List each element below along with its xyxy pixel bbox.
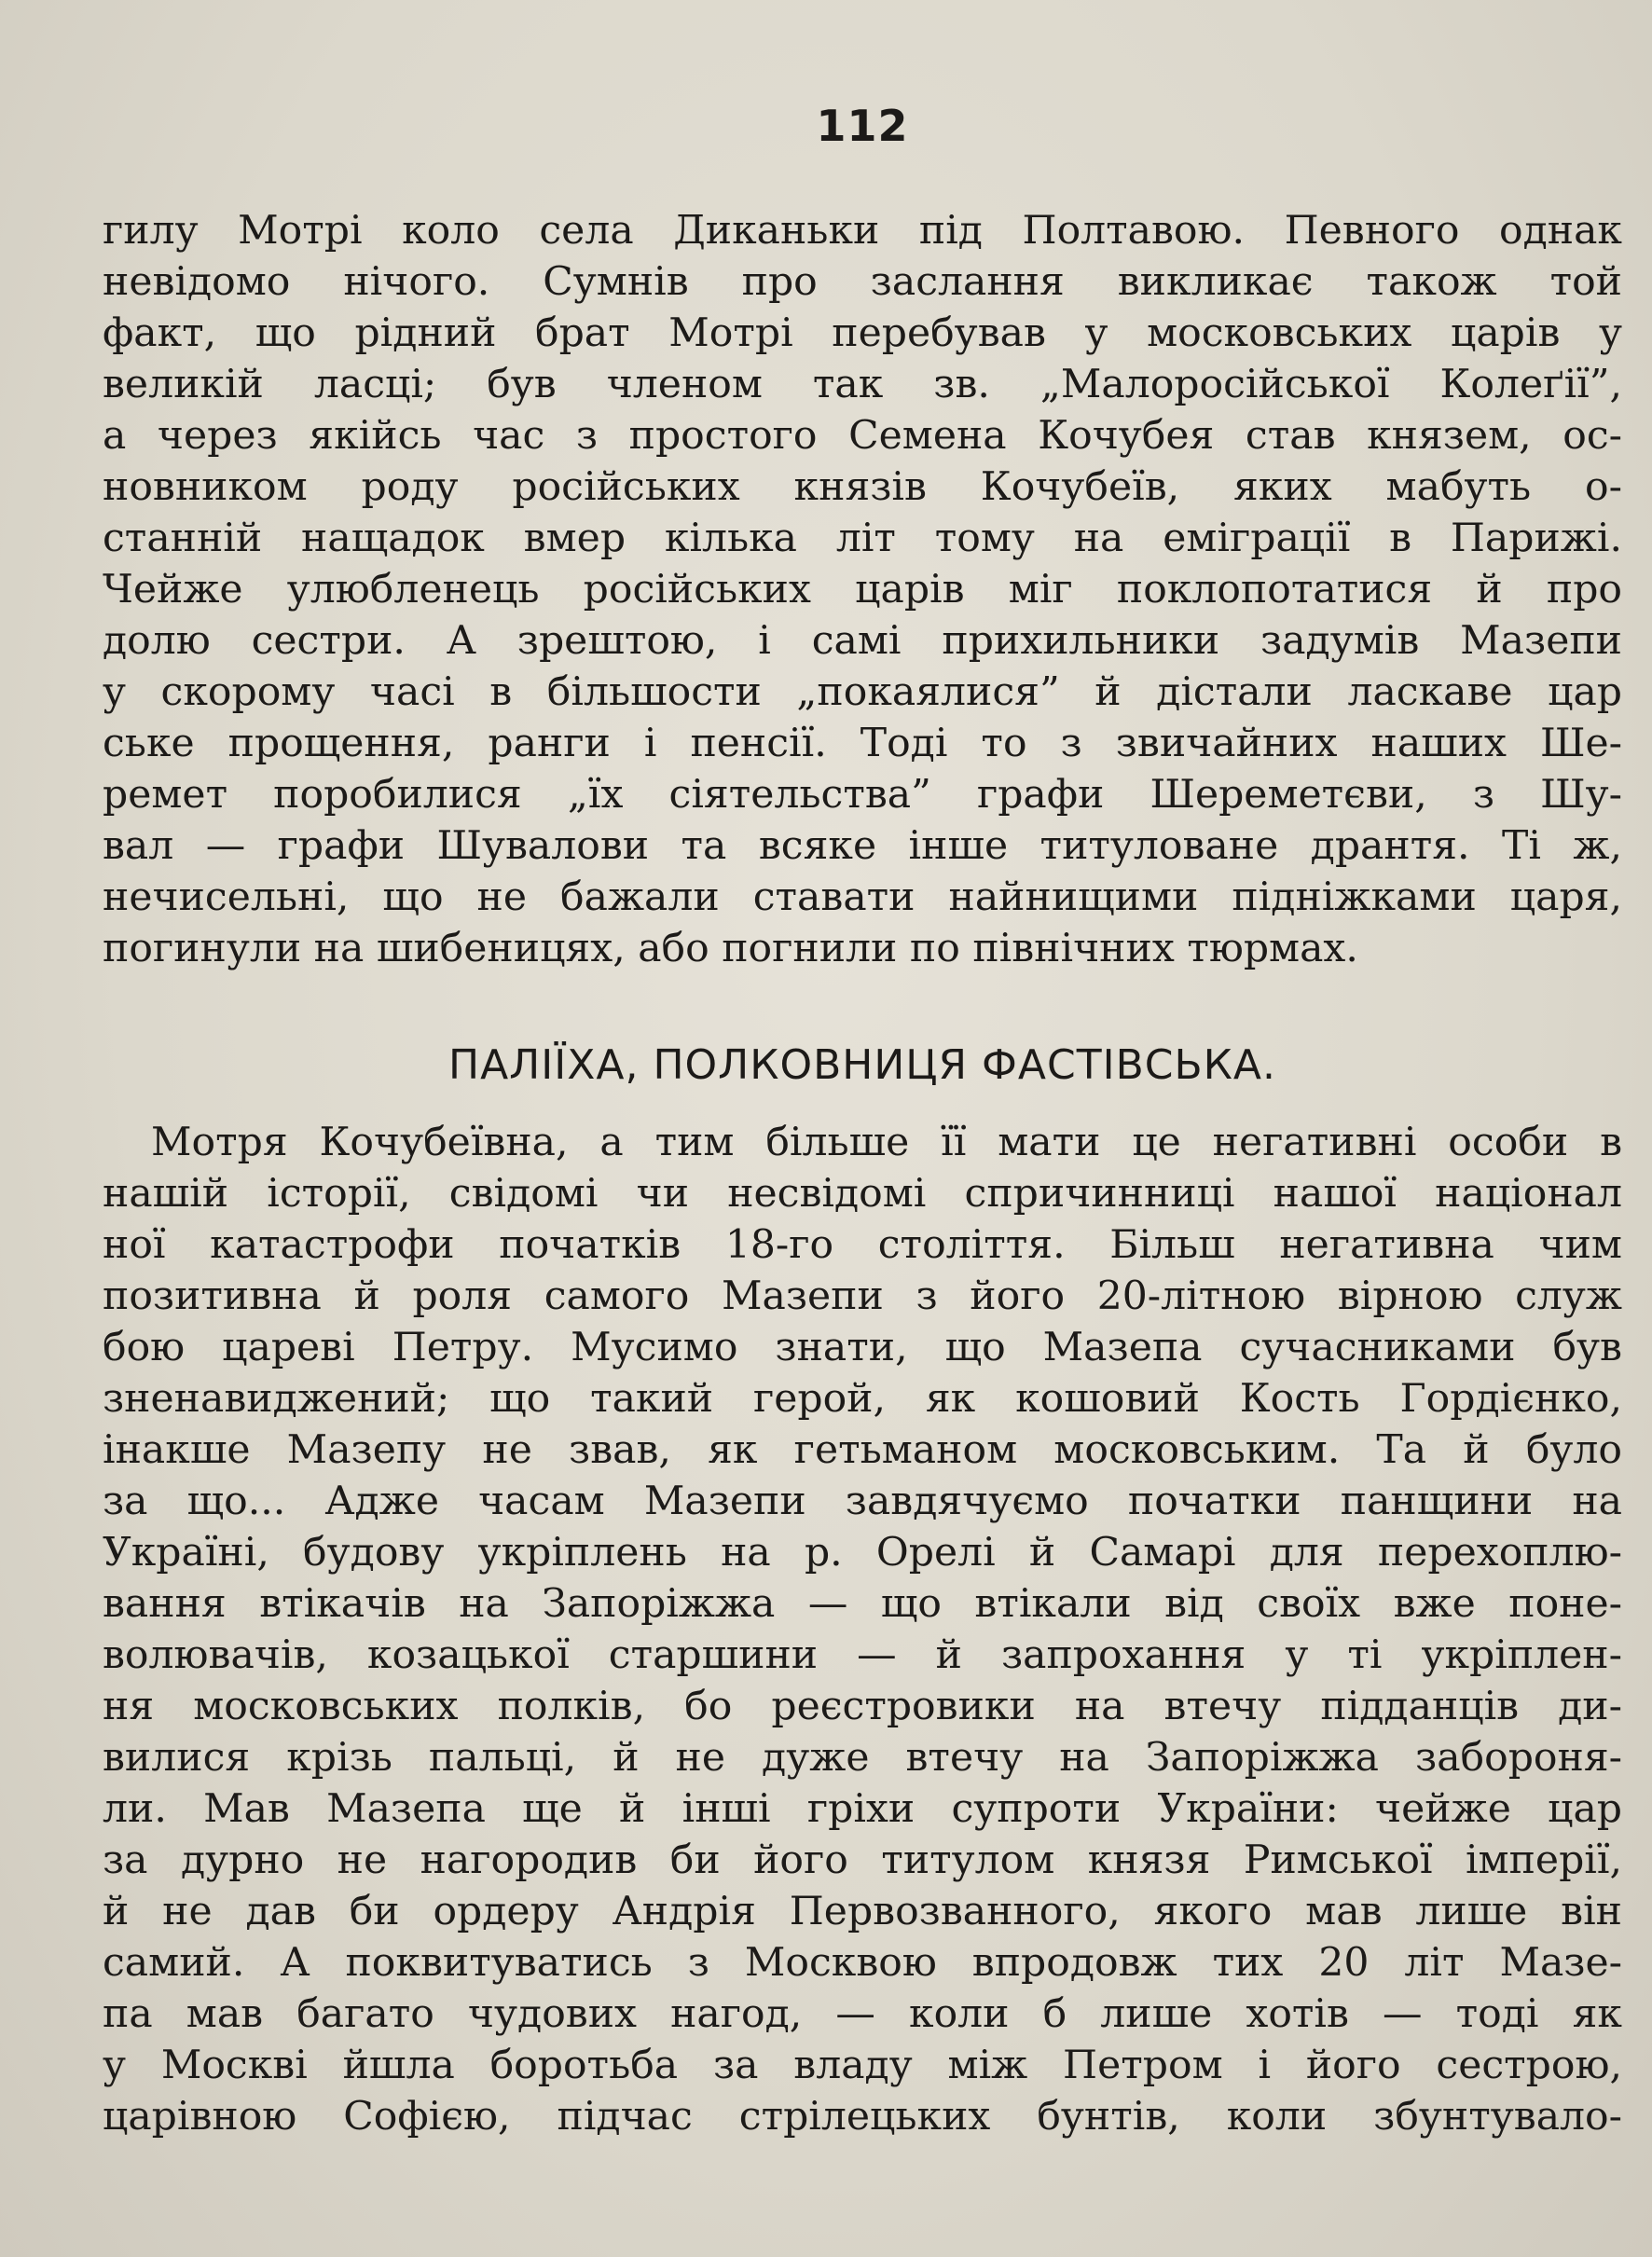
text-line: Мотря Кочубеївна, а тим більше її мати це негативні особи в <box>151 1120 1622 1165</box>
text-line: позитивна й роля самого Мазепи з його 20-літною вірною служ <box>103 1273 1622 1319</box>
text-line: за дурно не нагородив би його титулом князя Римської імперії, <box>103 1837 1622 1883</box>
text-line: волювачів, козацької старшини — й запрохання у ті укріплен- <box>103 1632 1622 1678</box>
text-line: гилу Мотрі коло села Диканьки під Полтавою. Певного однак <box>103 208 1622 254</box>
text-line: у скорому часі в більшости „покаялися” й дістали ласкаве цар <box>103 669 1622 715</box>
text-line: ли. Мав Мазепа ще й інші гріхи супроти України: чейже цар <box>103 1786 1622 1832</box>
text-line: за що... Адже часам Мазепи завдячуємо початки панщини на <box>103 1479 1622 1524</box>
text-line: Чейже улюбленець російських царів міг поклопотатися й про <box>103 567 1622 612</box>
text-line: а через якійсь час з простого Семена Кочубея став князем, ос- <box>103 413 1622 459</box>
text-line: бою цареві Петру. Мусимо знати, що Мазепа сучасниками був <box>103 1325 1622 1370</box>
text-line: нечисельні, що не бажали ставати найнищими підніжками царя, <box>103 874 1622 920</box>
text-line: у Москві йшла боротьба за владу між Петром і його сестрою, <box>103 2043 1622 2088</box>
text-line: нашій історії, свідомі чи несвідомі спричинниці нашої націонал <box>103 1171 1622 1217</box>
book-page <box>103 0 1622 2257</box>
text-line: па мав багато чудових нагод, — коли б лише хотів — тоді як <box>103 1991 1622 2037</box>
text-line: невідомо нічого. Сумнів про заслання викликає також той <box>103 259 1622 305</box>
paragraph-1 <box>103 205 1622 974</box>
text-line: станній нащадок вмер кілька літ тому на еміграції в Парижі. <box>103 516 1622 561</box>
text-line: новником роду російських князів Кочубеїв, яких мабуть о- <box>103 464 1622 510</box>
text-line: Україні, будову укріплень на р. Орелі й Самарі для перехоплю- <box>103 1530 1622 1576</box>
text-line: царівною Софією, підчас стрілецьких бунтів, коли збунтувало- <box>103 2094 1622 2140</box>
text-line: факт, що рідний брат Мотрі перебував у московських царів у <box>103 310 1622 356</box>
text-line: погинули на шибеницях, або погнили по північних тюрмах. <box>103 926 1358 971</box>
text-line: інакше Мазепу не звав, як гетьманом московським. Та й було <box>103 1427 1622 1473</box>
text-line: самий. А поквитуватись з Москвою впродовж тих 20 літ Мазе- <box>103 1940 1622 1986</box>
section-heading: ПАЛІЇХА, ПОЛКОВНИЦЯ ФАСТІВСЬКА. <box>448 1041 1276 1089</box>
text-line: й не дав би ордеру Андрія Первозванного, якого мав лише він <box>103 1889 1622 1934</box>
text-line: великій ласці; був членом так зв. „Малоросійської Колеґії”, <box>103 362 1622 407</box>
text-line: ня московських полків, бо реєстровики на втечу підданців ди- <box>103 1684 1622 1729</box>
text-line: зненавиджений; що такий герой, як кошовий Кость Гордієнко, <box>103 1376 1622 1422</box>
text-line: ське прощення, ранги і пенсії. Тоді то з звичайних наших Ше- <box>103 721 1622 766</box>
text-line: вання втікачів на Запоріжжа — що втікали від своїх вже поне- <box>103 1581 1622 1627</box>
text-line: долю сестри. А зрештою, і самі прихильники задумів Мазепи <box>103 618 1622 664</box>
text-line: ної катастрофи початків 18-го століття. Більш негативна чим <box>103 1222 1622 1268</box>
paragraph-2 <box>103 1117 1622 2142</box>
text-line: вал — графи Шувалови та всяке інше титуловане дрантя. Ті ж, <box>103 823 1622 869</box>
text-line: вилися крізь пальці, й не дуже втечу на Запоріжжа забороня- <box>103 1735 1622 1781</box>
page-number: 112 <box>816 101 909 151</box>
text-line: ремет поробилися „їх сіятельства” графи Шереметєви, з Шу- <box>103 772 1622 818</box>
